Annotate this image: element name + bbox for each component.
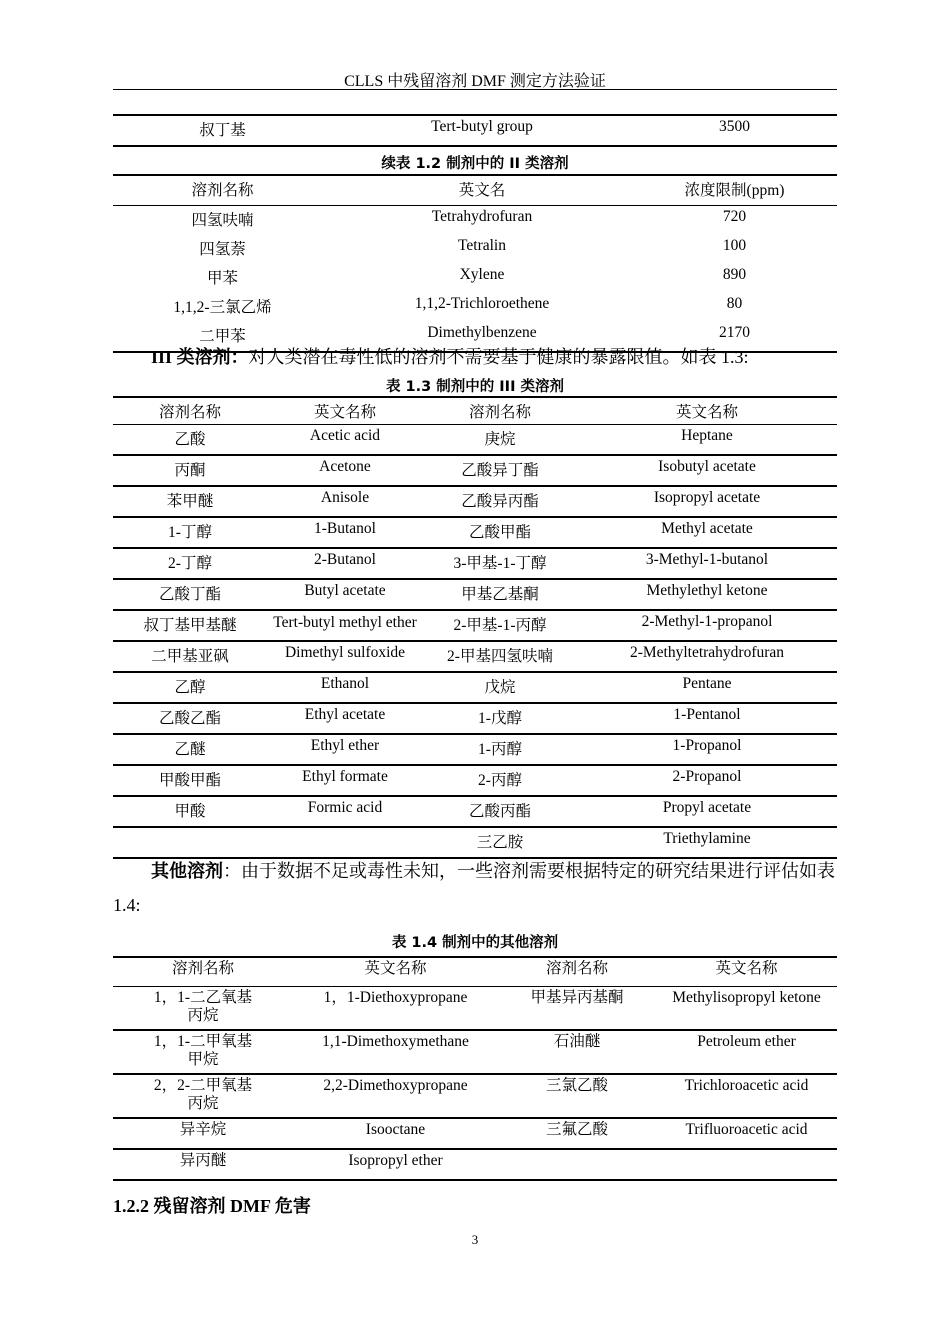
- table-row: [113, 517, 837, 548]
- paragraph-class-3-text: 对人类潜在毒性低的溶剂不需要基于健康的暴露限值。如表 1.3:: [248, 347, 749, 367]
- table-row: [113, 672, 837, 703]
- table-cell: 乙酸丁酯: [113, 579, 267, 610]
- table-row: [113, 425, 837, 456]
- table-cell: Ethyl formate: [267, 765, 423, 796]
- table-cell: Petroleum ether: [656, 1030, 837, 1074]
- table-row: [113, 486, 837, 517]
- table-cell: 3-甲基-1-丁醇: [423, 548, 577, 579]
- table-cell: 乙酸异丁酯: [423, 455, 577, 486]
- table-cell: Dimethyl sulfoxide: [267, 641, 423, 672]
- table-cell: 3500: [719, 118, 750, 135]
- table-cell: 四氢萘: [199, 241, 246, 258]
- running-header: CLLS 中残留溶剂 DMF 测定方法验证: [344, 73, 606, 90]
- table-cell: 2-甲基四氢呋喃: [423, 641, 577, 672]
- table-cell: 石油醚: [498, 1030, 656, 1074]
- table-cell: 二甲基亚砜: [113, 641, 267, 672]
- table-cell: 异丙醚: [113, 1149, 293, 1180]
- column-header: 溶剂名称: [113, 397, 267, 425]
- table-cell: 890: [722, 266, 747, 283]
- table-cell: Tert-butyl methyl ether: [267, 610, 423, 641]
- table-cell: 1，1-二甲氧基甲烷: [113, 1030, 293, 1074]
- table-cell: 1-Propanol: [577, 734, 837, 765]
- table-row: [113, 579, 837, 610]
- paragraph-class-3: [113, 340, 837, 374]
- table-cell: 3-Methyl-1-butanol: [577, 548, 837, 579]
- table-row: [113, 264, 837, 293]
- paragraph-other-text: ：由于数据不足或毒性未知，一些溶剂需要根据特定的研究结果进行评估如表 1.4:: [113, 861, 835, 915]
- table-row: [113, 765, 837, 796]
- table-cell: Isopropyl acetate: [577, 486, 837, 517]
- table-cell: Ethyl acetate: [267, 703, 423, 734]
- table-cell: Isobutyl acetate: [577, 455, 837, 486]
- table-cell: Xylene: [459, 266, 505, 283]
- table-cell: 乙酸丙酯: [423, 796, 577, 827]
- table-cell: 1，1-二乙氧基丙烷: [113, 987, 293, 1031]
- header-divider: [113, 89, 837, 90]
- table-cell: 三氯乙酸: [498, 1074, 656, 1118]
- table-row: [113, 1118, 837, 1149]
- table-cell: 苯甲醚: [113, 486, 267, 517]
- table-cell: 1-Pentanol: [577, 703, 837, 734]
- table-cell: 甲基异丙基酮: [498, 987, 656, 1031]
- column-header: 英文名: [458, 182, 506, 199]
- table-cell: Trichloroacetic acid: [656, 1074, 837, 1118]
- table-cell: Dimethylbenzene: [427, 324, 537, 341]
- table-cell: 2-Methyltetrahydrofuran: [577, 641, 837, 672]
- table-row: [113, 293, 837, 322]
- column-header: 溶剂名称: [498, 957, 656, 987]
- column-header: 英文名称: [293, 957, 498, 987]
- table-cell: Acetic acid: [267, 425, 423, 456]
- table-cell: 1-戊醇: [423, 703, 577, 734]
- table-row: [113, 796, 837, 827]
- table-cell: Isopropyl ether: [293, 1149, 498, 1180]
- table-row: [113, 987, 837, 1031]
- table-cell: 2，2-二甲氧基丙烷: [113, 1074, 293, 1118]
- table-1-3: [113, 396, 837, 859]
- column-header: 英文名称: [577, 397, 837, 425]
- table-cell: Methylethyl ketone: [577, 579, 837, 610]
- table-cell: 80: [726, 295, 743, 312]
- table-cell: 甲基乙基酮: [423, 579, 577, 610]
- table-cell: 2-丙醇: [423, 765, 577, 796]
- paragraph-other-lead: 其他溶剂: [151, 861, 223, 881]
- page-number: 3: [471, 1232, 479, 1247]
- table-cell: Ethyl ether: [267, 734, 423, 765]
- table-cell: 2-甲基-1-丙醇: [423, 610, 577, 641]
- table-cell: Ethanol: [267, 672, 423, 703]
- table-cell: Propyl acetate: [577, 796, 837, 827]
- paragraph-class-3-lead: III 类溶剂：: [151, 347, 249, 367]
- table-cell: Anisole: [267, 486, 423, 517]
- table-cell: 1-丙醇: [423, 734, 577, 765]
- table-cell: 甲酸: [113, 796, 267, 827]
- section-heading: 1.2.2 残留溶剂 DMF 危害: [113, 1196, 311, 1216]
- table-row: [113, 235, 837, 264]
- table-caption-row: [113, 146, 837, 175]
- table-cell: Methylisopropyl ketone: [656, 987, 837, 1031]
- table-row: [113, 703, 837, 734]
- table-1-3-caption: 表 1.3 制剂中的 III 类溶剂: [385, 379, 565, 395]
- table-cell: 乙醇: [113, 672, 267, 703]
- table-cell: Acetone: [267, 455, 423, 486]
- table-1-2-continued: [113, 114, 837, 353]
- table-cell: 2-Butanol: [267, 548, 423, 579]
- table-cell: 1-Butanol: [267, 517, 423, 548]
- table-cell: [498, 1149, 656, 1180]
- table-1-4: [113, 956, 837, 1181]
- table-cell: Tert-butyl group: [431, 118, 533, 135]
- table-cell: 2-Methyl-1-propanol: [577, 610, 837, 641]
- table-cell: 甲苯: [206, 270, 238, 287]
- table-cell: 720: [722, 208, 747, 225]
- table-row: [113, 641, 837, 672]
- table-cell: 异辛烷: [113, 1118, 293, 1149]
- table-cell: Butyl acetate: [267, 579, 423, 610]
- column-header: 溶剂名称: [113, 957, 293, 987]
- table-cell: 戊烷: [423, 672, 577, 703]
- table-row: [113, 206, 837, 236]
- table-cell: 叔丁基: [199, 122, 246, 139]
- table-row: [113, 455, 837, 486]
- table-cell: 1,1,2-三氯乙烯: [173, 299, 272, 316]
- table-row: [113, 610, 837, 641]
- table-row: [113, 115, 837, 146]
- table-cell: 叔丁基甲基醚: [113, 610, 267, 641]
- table-cell: 甲酸甲酯: [113, 765, 267, 796]
- table-cell: 丙酮: [113, 455, 267, 486]
- table-cell: Isooctane: [293, 1118, 498, 1149]
- table-1-4-caption: 表 1.4 制剂中的其他溶剂: [391, 935, 559, 951]
- column-header: 溶剂名称: [191, 182, 254, 199]
- table-cell: Pentane: [577, 672, 837, 703]
- table-cell: 乙醚: [113, 734, 267, 765]
- table-cell: 三氟乙酸: [498, 1118, 656, 1149]
- column-header: 英文名称: [267, 397, 423, 425]
- table-cell: [656, 1149, 837, 1180]
- table-header-row: [113, 397, 837, 425]
- paragraph-other-solvents: [113, 854, 837, 922]
- table-cell: Trifluoroacetic acid: [656, 1118, 837, 1149]
- table-cell: 乙酸甲酯: [423, 517, 577, 548]
- table-cell: 乙酸异丙酯: [423, 486, 577, 517]
- table-cell: 2,2-Dimethoxypropane: [293, 1074, 498, 1118]
- table-cell: 庚烷: [423, 425, 577, 456]
- table-cell: 三乙胺: [423, 827, 577, 858]
- table-row: [113, 1149, 837, 1180]
- table-cell: Heptane: [577, 425, 837, 456]
- table-cell: 1-丁醇: [113, 517, 267, 548]
- table-cell: Triethylamine: [577, 827, 837, 858]
- column-header: 浓度限制(ppm): [684, 182, 785, 199]
- table-cell: Tetralin: [458, 237, 506, 254]
- table-cell: 2170: [719, 324, 750, 341]
- table-cell: 乙酸: [113, 425, 267, 456]
- table-1-2-caption: 续表 1.2 制剂中的 II 类溶剂: [381, 156, 569, 172]
- table-row: [113, 548, 837, 579]
- table-cell: 2-Propanol: [577, 765, 837, 796]
- table-cell: 乙酸乙酯: [113, 703, 267, 734]
- table-cell: Formic acid: [267, 796, 423, 827]
- table-cell: Methyl acetate: [577, 517, 837, 548]
- table-cell: 2-丁醇: [113, 548, 267, 579]
- table-header-row: [113, 175, 837, 206]
- table-cell: 1，1-Diethoxypropane: [293, 987, 498, 1031]
- table-cell: 四氢呋喃: [191, 212, 254, 229]
- table-row: [113, 1030, 837, 1074]
- table-header-row: [113, 957, 837, 987]
- table-row: [113, 1074, 837, 1118]
- column-header: 溶剂名称: [423, 397, 577, 425]
- table-cell: 1,1-Dimethoxymethane: [293, 1030, 498, 1074]
- table-cell: 100: [722, 237, 747, 254]
- table-row: [113, 734, 837, 765]
- table-cell: Tetrahydrofuran: [431, 208, 533, 225]
- table-cell: 二甲苯: [199, 328, 246, 345]
- column-header: 英文名称: [656, 957, 837, 987]
- table-cell: 1,1,2-Trichloroethene: [414, 295, 550, 312]
